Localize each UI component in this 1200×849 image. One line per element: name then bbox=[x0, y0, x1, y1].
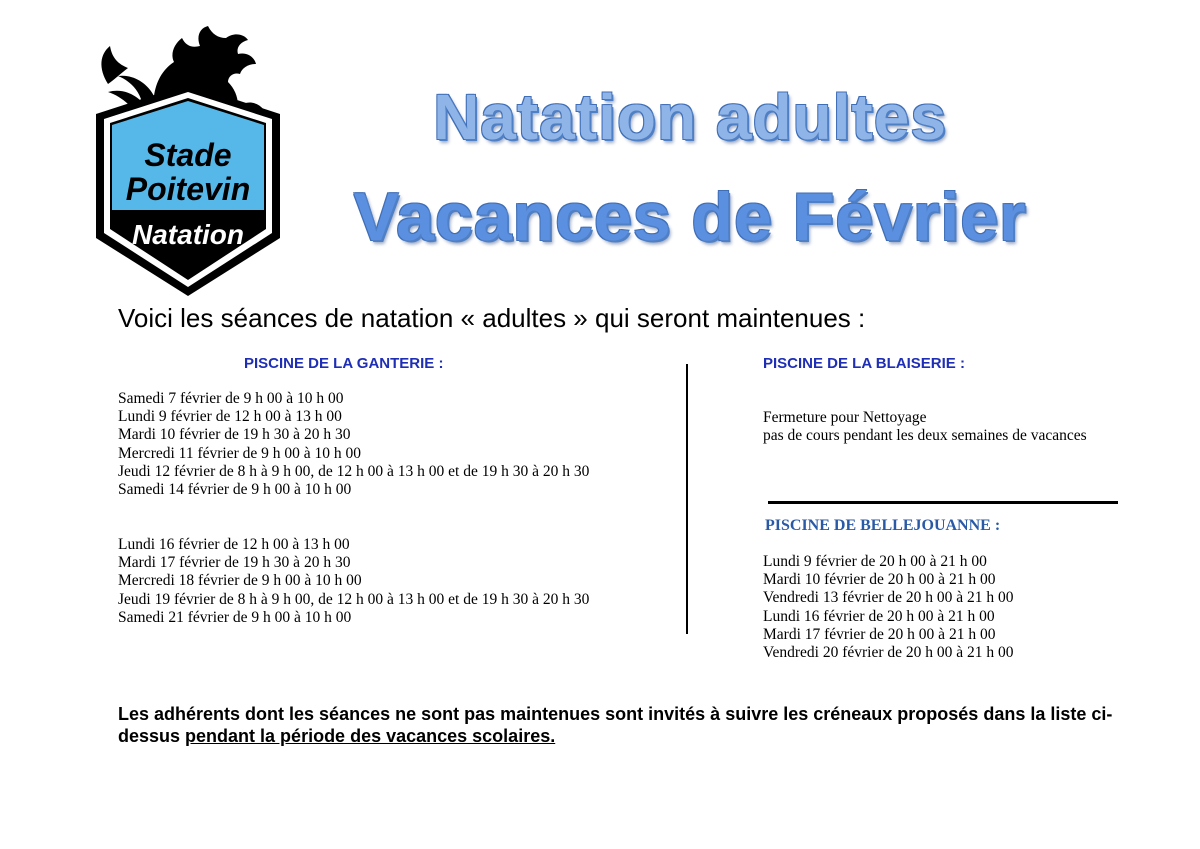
list-item: Fermeture pour Nettoyage bbox=[763, 409, 927, 426]
list-item: Mardi 10 février de 20 h 00 à 21 h 00 bbox=[763, 571, 996, 589]
list-item: Mardi 17 février de 19 h 30 à 20 h 30 bbox=[118, 554, 351, 572]
list-item: Lundi 9 février de 20 h 00 à 21 h 00 bbox=[763, 553, 987, 570]
blaiserie-list bbox=[763, 409, 1087, 445]
list-item: Mardi 10 février de 19 h 30 à 20 h 30 bbox=[118, 426, 351, 444]
list-item: Jeudi 12 février de 8 h à 9 h 00, de 12 h 00 à 13 h 00 et de 19 h 30 à 20 h 30 bbox=[118, 462, 590, 480]
column-divider bbox=[686, 364, 688, 634]
title-line1: Natation adultes bbox=[433, 81, 947, 153]
list-item: Mardi 17 février de 20 h 00 à 21 h 00 bbox=[763, 625, 996, 643]
ganterie-week1-list bbox=[118, 390, 589, 499]
list-item: Lundi 16 février de 20 h 00 à 21 h 00 bbox=[763, 607, 995, 625]
list-item: Vendredi 13 février de 20 h 00 à 21 h 00 bbox=[763, 589, 1014, 607]
footer-underlined-text: pendant la période des vacances scolaires. bbox=[185, 726, 556, 746]
ganterie-week2-list bbox=[118, 536, 589, 627]
ganterie-heading: PISCINE DE LA GANTERIE : bbox=[244, 355, 444, 372]
title-line2: Vacances de Février bbox=[353, 179, 1027, 255]
list-item: Lundi 9 février de 12 h 00 à 13 h 00 bbox=[118, 408, 342, 426]
list-item: Lundi 16 février de 12 h 00 à 13 h 00 bbox=[118, 536, 350, 553]
bellejouanne-list bbox=[763, 553, 1014, 662]
blaiserie-heading: PISCINE DE LA BLAISERIE : bbox=[763, 355, 965, 372]
list-item: Vendredi 20 février de 20 h 00 à 21 h 00 bbox=[763, 644, 1014, 662]
logo-line2: Poitevin bbox=[125, 171, 251, 207]
list-item: pas de cours pendant les deux semaines de vacances bbox=[763, 427, 1087, 445]
stade-poitevin-logo bbox=[78, 24, 298, 300]
intro-text: Voici les séances de natation « adultes » qui seront maintenues : bbox=[118, 303, 866, 333]
bellejouanne-heading: PISCINE DE BELLEJOUANNE : bbox=[765, 517, 1001, 534]
list-item: Jeudi 19 février de 8 h à 9 h 00, de 12 h 00 à 13 h 00 et de 19 h 30 à 20 h 30 bbox=[118, 590, 590, 608]
logo-line3: Natation bbox=[132, 219, 244, 250]
list-item: Samedi 21 février de 9 h 00 à 10 h 00 bbox=[118, 608, 352, 626]
list-item: Samedi 7 février de 9 h 00 à 10 h 00 bbox=[118, 390, 344, 407]
list-item: Mercredi 11 février de 9 h 00 à 10 h 00 bbox=[118, 444, 362, 462]
list-item: Mercredi 18 février de 9 h 00 à 10 h 00 bbox=[118, 572, 362, 590]
section-divider bbox=[768, 501, 1118, 504]
logo-line1: Stade bbox=[144, 137, 232, 173]
list-item: Samedi 14 février de 9 h 00 à 10 h 00 bbox=[118, 481, 352, 499]
footer-note bbox=[118, 703, 1158, 747]
footer-text: Les adhérents dont les séances ne sont pas maintenues sont invités à suivre les créneaux proposés dans la liste ci-dessus bbox=[118, 704, 1113, 746]
